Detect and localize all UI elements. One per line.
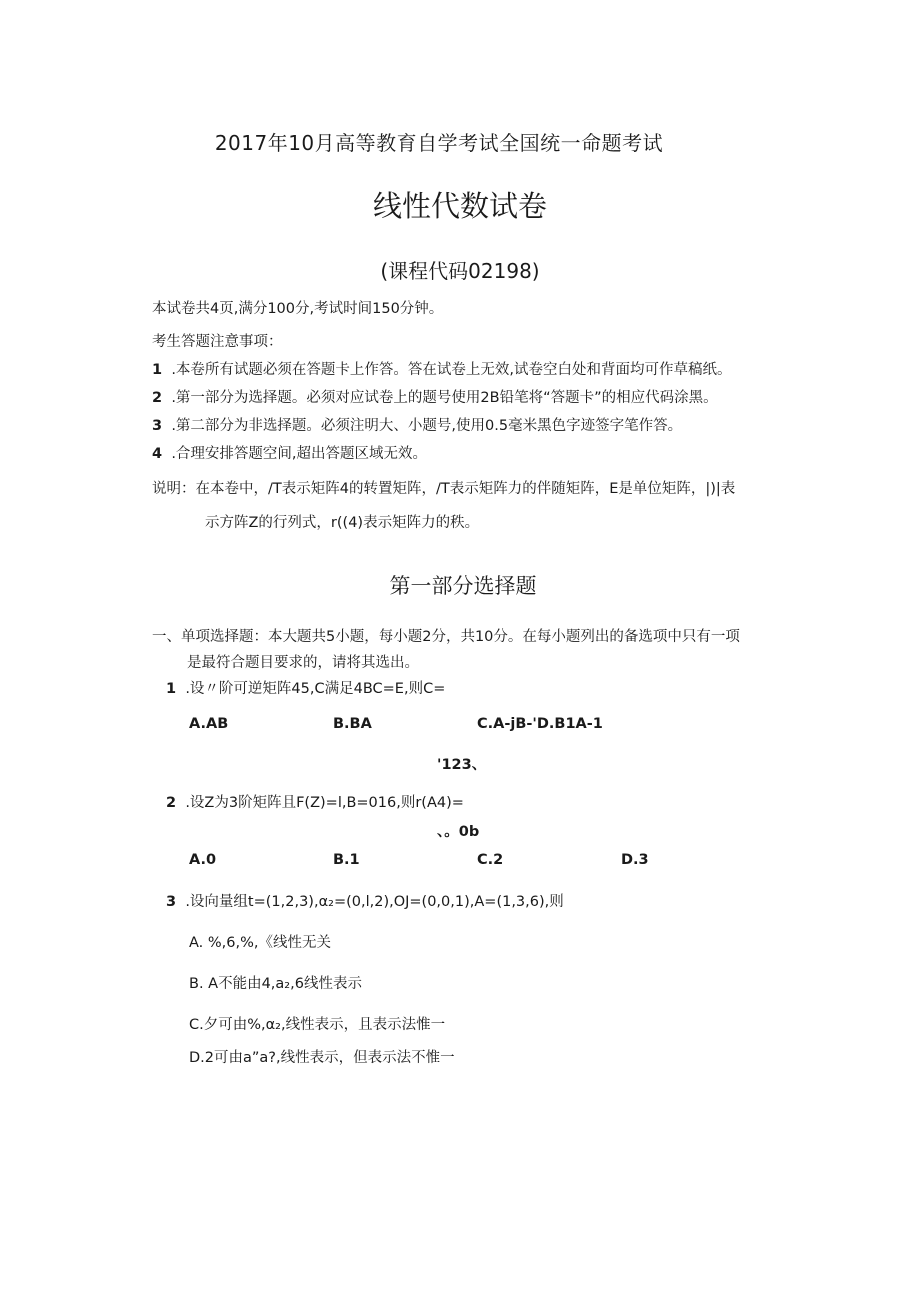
paper-title: 线性代数试卷 <box>372 189 547 223</box>
notice-item <box>152 358 732 379</box>
question-number: 1 <box>166 681 177 697</box>
exam-summary: 本试卷共4页,满分100分,考试时间150分钟。 <box>152 301 444 317</box>
notice-text: .第二部分为非选择题。必须注明大、小题号,使用0.5毫米黑色字迹签字笔作答。 <box>171 418 683 434</box>
notice-heading: 考生答题注意事项： <box>152 334 283 350</box>
section-instruction: 是最符合题目要求的，请将其选出。 <box>187 655 419 671</box>
notice-text: .合理安排答题空间,超出答题区域无效。 <box>171 446 428 462</box>
explanation-line: 说明：在本卷中，/T表示矩阵4的转置矩阵，/T表示矩阵力的伴随矩阵，E是单位矩阵，|)|表 <box>152 481 736 497</box>
course-code: (课程代码02198) <box>380 259 540 283</box>
question-stem <box>166 791 464 812</box>
exam-title: 2017年10月高等教育自学考试全国统一命题考试 <box>214 131 664 155</box>
notice-item <box>152 414 682 435</box>
question-number: 3 <box>166 894 177 910</box>
question-number: 2 <box>166 795 177 811</box>
question-option: C.2 <box>477 852 504 868</box>
section-title: 第一部分选择题 <box>389 574 537 598</box>
question-option: D.3 <box>621 852 649 868</box>
question-text: .设Z为3阶矩阵且F(Z)=l,B=016,则r(A4)= <box>185 795 464 811</box>
question-option: D.2可由a”a?,线性表示，但表示法不惟一 <box>189 1050 455 1066</box>
question-text: .设〃阶可逆矩阵45,C满足4BC=E,则C= <box>185 681 446 697</box>
notice-number: 4 <box>152 446 163 462</box>
question-option: B.1 <box>333 852 360 868</box>
notice-item <box>152 442 427 463</box>
question-fragment: '123、 <box>437 757 487 773</box>
notice-number: 3 <box>152 418 163 434</box>
notice-number: 2 <box>152 390 163 406</box>
notice-number: 1 <box>152 362 163 378</box>
notice-text: .本卷所有试题必须在答题卡上作答。答在试卷上无效,试卷空白处和背面均可作草稿纸。 <box>171 362 732 378</box>
question-option: C.夕可由%,α₂,线性表示，且表示法惟一 <box>189 1017 446 1033</box>
section-instruction: 一、单项选择题：本大题共5小题，每小题2分，共10分。在每小题列出的备选项中只有一项 <box>152 629 740 645</box>
question-option: A.0 <box>189 852 217 868</box>
question-text: .设向量组t=(1,2,3),α₂=(0,l,2),OJ=(0,0,1),A=(1,3,6),则 <box>185 894 564 910</box>
explanation-line: 示方阵Z的行列式，r((4)表示矩阵力的秩。 <box>205 515 480 531</box>
question-option: B. A不能由4,a₂,6线性表示 <box>189 976 362 992</box>
question-option: A. %,6,%,《线性无关 <box>189 935 331 951</box>
question-option: C.A-jB-'D.B1A-1 <box>477 716 603 732</box>
question-fragment: 、。0b <box>437 824 480 840</box>
question-stem <box>166 890 564 911</box>
question-stem <box>166 677 445 698</box>
question-option: A.AB <box>189 716 229 732</box>
notice-item <box>152 386 718 407</box>
question-option: B.BA <box>333 716 372 732</box>
notice-text: .第一部分为选择题。必须对应试卷上的题号使用2B铅笔将“答题卡”的相应代码涂黑。 <box>171 390 718 406</box>
